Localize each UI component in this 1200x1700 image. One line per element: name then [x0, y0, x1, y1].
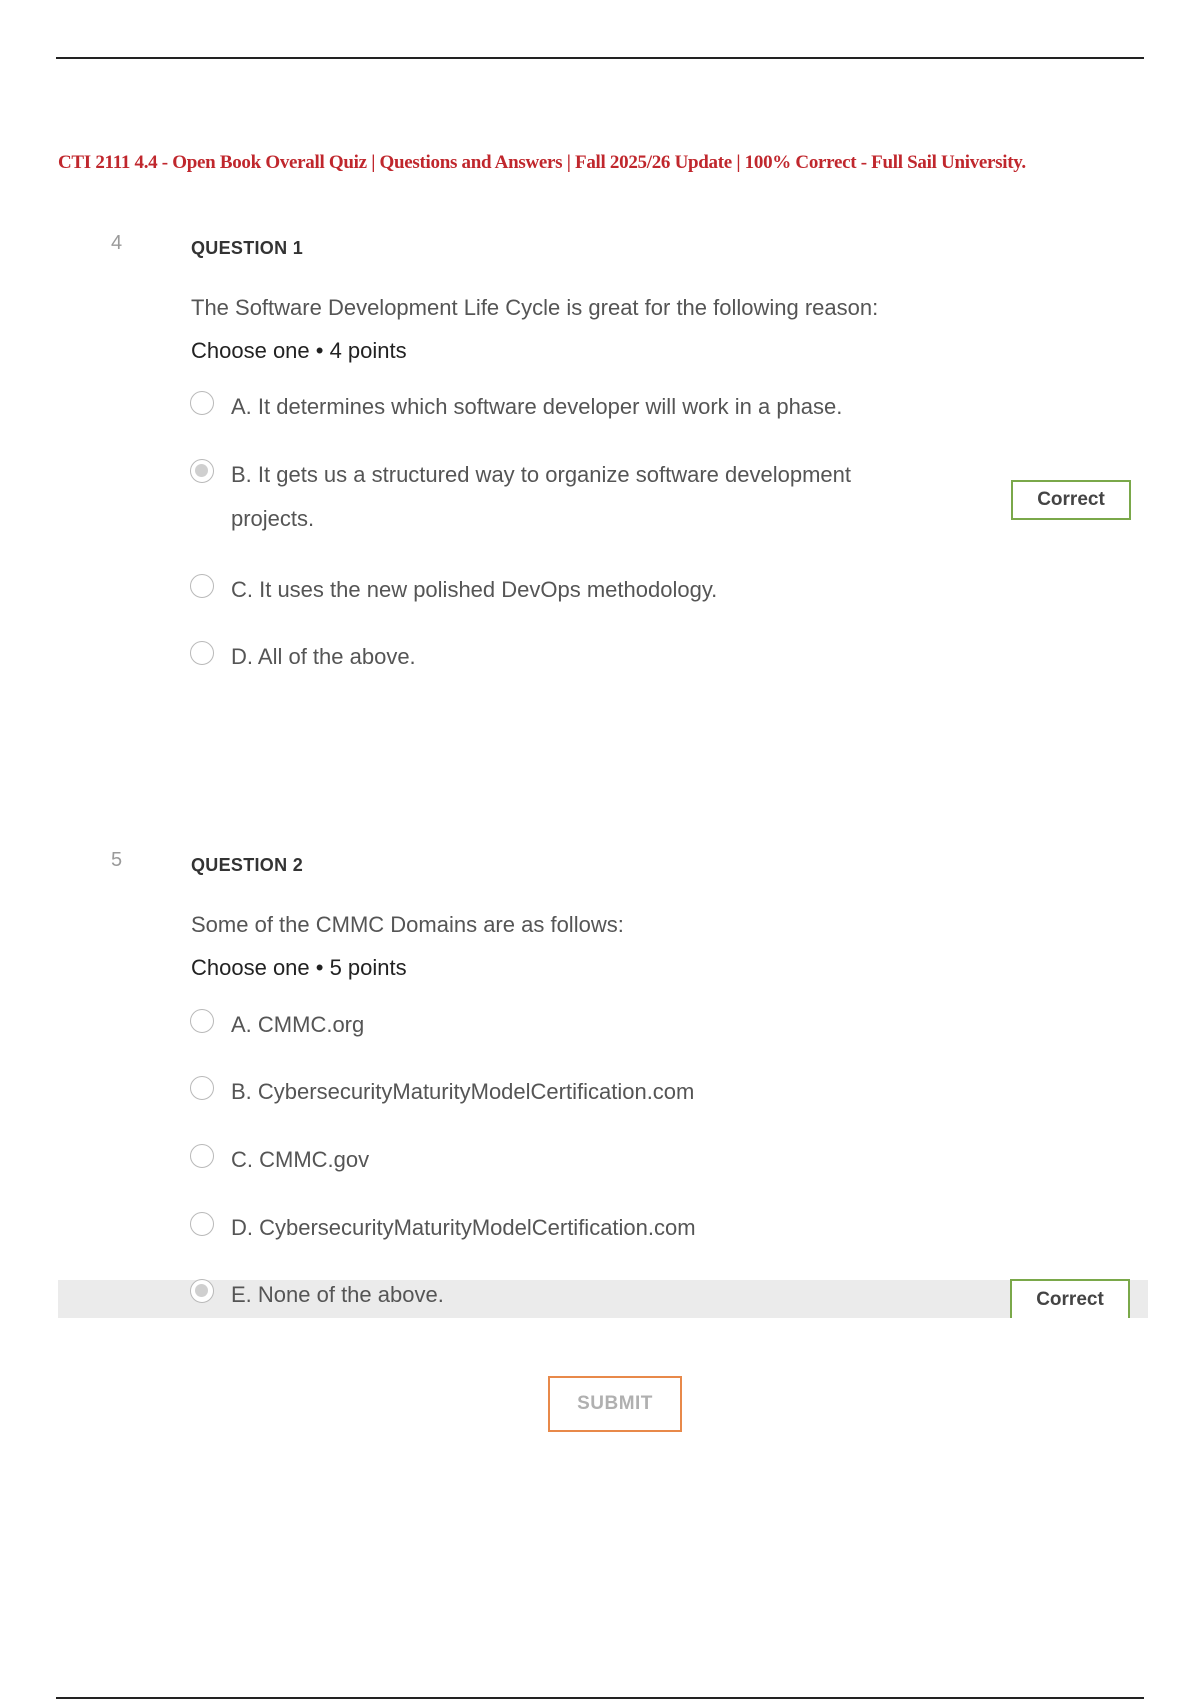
answer-option-a[interactable]: [190, 1012, 950, 1047]
question-text: Some of the CMMC Domains are as follows:: [191, 912, 624, 937]
correct-feedback-badge: Correct: [1010, 1279, 1130, 1318]
answer-option-d[interactable]: [190, 1215, 950, 1250]
document-title: CTI 2111 4.4 - Open Book Overall Quiz | Questions and Answers | Fall 2025/26 Update | 100% Correct - Full Sail University.: [58, 152, 1026, 173]
question-text: The Software Development Life Cycle is great for the following reason:: [191, 295, 879, 320]
question-heading: QUESTION 1: [191, 238, 304, 258]
radio-button[interactable]: [190, 391, 214, 415]
question-points: Choose one • 5 points: [191, 955, 407, 980]
radio-button[interactable]: [190, 1009, 214, 1033]
radio-button[interactable]: [190, 1212, 214, 1236]
question-heading: QUESTION 2: [191, 855, 304, 875]
answer-option-e[interactable]: [190, 1282, 950, 1317]
option-label: A. It determines which software developer will work in a phase.: [231, 394, 843, 419]
submit-button[interactable]: SUBMIT: [548, 1376, 682, 1432]
radio-button[interactable]: [190, 641, 214, 665]
correct-feedback-badge: Correct: [1011, 480, 1131, 520]
answer-option-b[interactable]: [190, 1079, 950, 1114]
radio-button[interactable]: [190, 1144, 214, 1168]
option-label: E. None of the above.: [231, 1282, 444, 1307]
answer-option-b[interactable]: [190, 462, 950, 541]
question-number: 5: [111, 849, 123, 871]
option-label: B. CybersecurityMaturityModelCertification.com: [231, 1079, 695, 1104]
radio-button[interactable]: [190, 1076, 214, 1100]
option-label: D. All of the above.: [231, 644, 416, 669]
top-rule: [56, 57, 1144, 59]
question-points: Choose one • 4 points: [191, 338, 407, 363]
radio-button-selected[interactable]: [190, 1279, 214, 1303]
option-label: D. CybersecurityMaturityModelCertification.com: [231, 1215, 696, 1240]
answer-option-a[interactable]: [190, 394, 950, 429]
answer-option-c[interactable]: [190, 1147, 950, 1182]
option-label: B. It gets us a structured way to organize software development projects.: [231, 462, 851, 531]
option-label: C. CMMC.gov: [231, 1147, 370, 1172]
bottom-rule: [56, 1697, 1144, 1699]
option-label: A. CMMC.org: [231, 1012, 365, 1037]
radio-button-selected[interactable]: [190, 459, 214, 483]
radio-button[interactable]: [190, 574, 214, 598]
question-number: 4: [111, 232, 123, 254]
option-label: C. It uses the new polished DevOps methodology.: [231, 577, 718, 602]
answer-option-c[interactable]: [190, 577, 950, 612]
answer-option-d[interactable]: [190, 644, 950, 679]
